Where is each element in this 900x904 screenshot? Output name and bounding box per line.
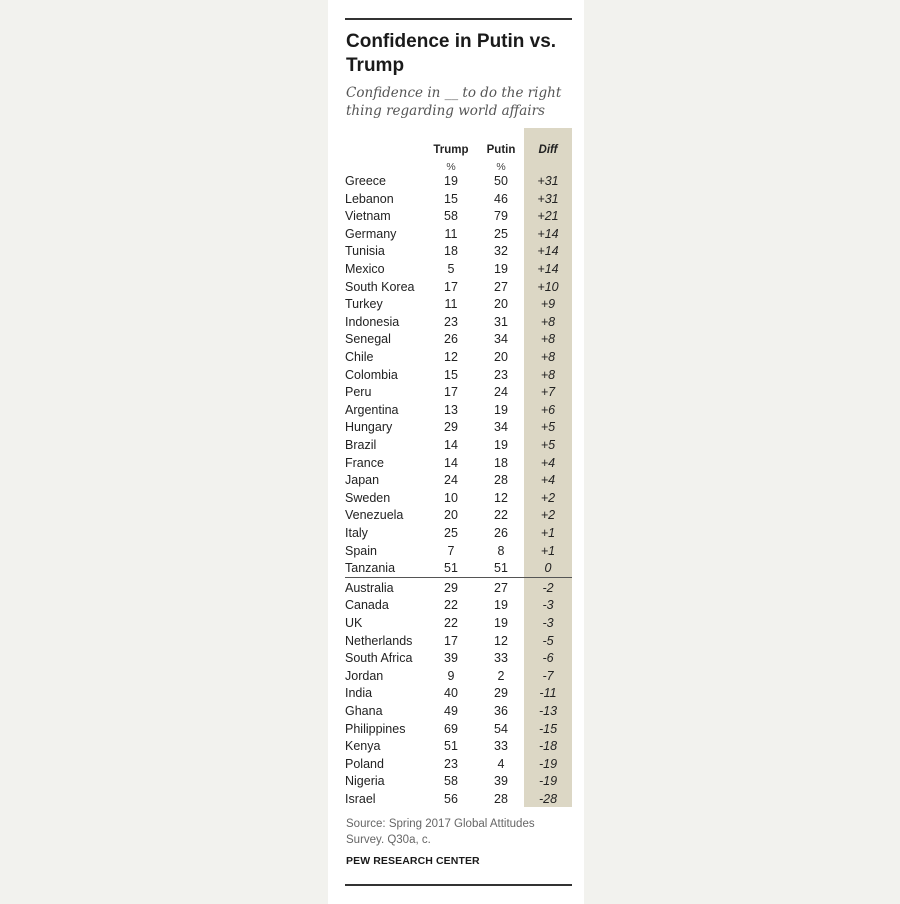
country-cell: Indonesia (345, 314, 400, 329)
country-cell: Mexico (345, 262, 385, 276)
putin-value-cell: 8 (497, 543, 505, 558)
unit-label-trump: % (446, 161, 456, 173)
trump-value-cell: 11 (444, 226, 458, 241)
diff-value-cell: +8 (540, 350, 556, 364)
table-row (345, 525, 572, 542)
diff-value-cell: +1 (540, 526, 556, 540)
table-row (345, 597, 572, 614)
putin-value-cell: 20 (494, 297, 508, 312)
country-cell: Philippines (345, 721, 406, 736)
trump-value-cell: 17 (444, 385, 458, 400)
trump-value-cell: 25 (444, 526, 458, 540)
trump-value-cell: 22 (444, 616, 458, 630)
trump-value-cell: 29 (444, 580, 458, 595)
table-row (345, 455, 572, 472)
trump-value-cell: 40 (444, 686, 458, 701)
putin-value-cell: 50 (494, 174, 508, 188)
source-note: Source: Spring 2017 Global Attitudes Survey. Q30a, c. (346, 818, 535, 846)
putin-value-cell: 4 (497, 756, 505, 771)
country-cell: Jordan (345, 668, 384, 683)
column-header-putin: Putin (486, 144, 516, 156)
table-row (345, 279, 572, 296)
diff-value-cell: +31 (537, 191, 559, 206)
diff-value-cell: -2 (542, 580, 554, 595)
country-cell: Hungary (345, 420, 393, 435)
table-row (345, 208, 572, 225)
putin-value-cell: 19 (494, 598, 508, 613)
table-row (345, 261, 572, 278)
table-row (345, 560, 572, 577)
trump-value-cell: 51 (444, 739, 458, 754)
table-row (345, 384, 572, 401)
trump-value-cell: 20 (444, 508, 458, 523)
table-row (345, 419, 572, 436)
putin-value-cell: 20 (494, 350, 508, 364)
diff-value-cell: -3 (542, 598, 554, 613)
trump-value-cell: 11 (444, 297, 458, 312)
table-row (345, 331, 572, 348)
putin-value-cell: 36 (494, 704, 508, 718)
top-rule (345, 18, 572, 20)
table-row (345, 296, 572, 313)
trump-value-cell: 5 (447, 262, 455, 276)
diff-value-cell: +8 (540, 314, 556, 329)
country-cell: Brazil (345, 438, 377, 452)
country-cell: Argentina (345, 402, 399, 417)
putin-value-cell: 46 (494, 191, 508, 206)
trump-value-cell: 14 (444, 438, 458, 452)
table-row (345, 650, 572, 667)
putin-value-cell: 19 (494, 438, 508, 452)
table-row (345, 507, 572, 524)
country-cell: India (345, 686, 373, 701)
putin-value-cell: 28 (494, 792, 508, 806)
column-header-trump: Trump (433, 144, 469, 156)
country-cell: Netherlands (345, 633, 413, 648)
table-row (345, 490, 572, 507)
country-cell: Poland (345, 756, 384, 771)
diff-value-cell: +14 (537, 226, 559, 241)
country-cell: South Africa (345, 651, 413, 666)
table-row (345, 191, 572, 208)
diff-value-cell: +14 (537, 262, 559, 276)
diff-value-cell: +2 (540, 490, 556, 505)
bottom-rule (345, 884, 572, 886)
table-row (345, 738, 572, 755)
diff-value-cell: +10 (537, 279, 559, 294)
diff-value-cell: -11 (539, 686, 557, 701)
trump-value-cell: 14 (444, 455, 458, 470)
putin-value-cell: 39 (494, 774, 508, 789)
trump-value-cell: 23 (444, 314, 458, 329)
country-cell: Israel (345, 792, 376, 806)
chart-subtitle: Confidence in __ to do the right thing regarding world affairs (346, 85, 562, 119)
chart-title: Confidence in Putin vs. Trump (346, 31, 557, 76)
putin-value-cell: 28 (494, 473, 508, 488)
diff-value-cell: -19 (538, 756, 558, 771)
diff-value-cell: +5 (540, 420, 556, 435)
diff-value-cell: +1 (540, 543, 556, 558)
diff-value-cell: +21 (537, 209, 559, 224)
putin-value-cell: 12 (494, 633, 508, 648)
trump-value-cell: 22 (444, 598, 458, 613)
country-cell: Colombia (345, 367, 398, 382)
diff-value-cell: +9 (540, 297, 556, 312)
table-row (345, 773, 572, 790)
trump-value-cell: 17 (444, 279, 458, 294)
country-cell: Turkey (345, 297, 383, 312)
table-row (345, 580, 572, 597)
table-row (345, 633, 572, 650)
trump-value-cell: 18 (444, 244, 458, 259)
putin-value-cell: 19 (494, 402, 508, 417)
putin-value-cell: 79 (494, 209, 508, 224)
putin-value-cell: 18 (494, 455, 508, 470)
diff-value-cell: +6 (540, 402, 556, 417)
credit-label: PEW RESEARCH CENTER (346, 855, 480, 867)
country-cell: Kenya (345, 739, 381, 754)
trump-value-cell: 56 (444, 792, 458, 806)
putin-value-cell: 22 (494, 508, 508, 523)
putin-value-cell: 26 (494, 526, 508, 540)
diff-value-cell: -13 (538, 704, 558, 718)
trump-value-cell: 10 (444, 490, 458, 505)
country-cell: Italy (345, 526, 368, 540)
trump-value-cell: 19 (444, 174, 458, 188)
trump-value-cell: 13 (444, 402, 458, 417)
country-cell: Ghana (345, 704, 383, 718)
trump-value-cell: 29 (444, 420, 458, 435)
country-cell: Nigeria (345, 774, 385, 789)
diff-value-cell: -15 (538, 721, 558, 736)
trump-value-cell: 24 (444, 473, 458, 488)
table-row (345, 314, 572, 331)
trump-value-cell: 51 (444, 561, 458, 576)
trump-value-cell: 58 (444, 774, 458, 789)
country-cell: South Korea (345, 279, 415, 294)
diff-value-cell: -18 (538, 739, 558, 754)
table-row (345, 243, 572, 260)
positive-negative-divider (345, 577, 572, 578)
table-row (345, 685, 572, 702)
country-cell: Tanzania (345, 561, 396, 576)
country-cell: Peru (345, 385, 372, 400)
country-cell: Canada (345, 598, 389, 613)
table-row (345, 756, 572, 773)
trump-value-cell: 49 (444, 704, 458, 718)
country-cell: Sweden (345, 490, 391, 505)
trump-value-cell: 9 (447, 668, 455, 683)
trump-value-cell: 15 (444, 191, 458, 206)
diff-value-cell: -19 (538, 774, 558, 789)
country-cell: UK (345, 616, 363, 630)
trump-value-cell: 17 (444, 633, 458, 648)
putin-value-cell: 12 (494, 490, 508, 505)
putin-value-cell: 19 (494, 616, 508, 630)
country-cell: Germany (345, 226, 397, 241)
diff-value-cell: +5 (540, 438, 556, 452)
table-row (345, 402, 572, 419)
unit-label-putin: % (496, 161, 506, 173)
putin-value-cell: 54 (494, 721, 508, 736)
trump-value-cell: 12 (444, 350, 458, 364)
diff-value-cell: -6 (542, 651, 554, 666)
putin-value-cell: 27 (494, 580, 508, 595)
trump-value-cell: 26 (444, 332, 458, 347)
table-row (345, 791, 572, 808)
putin-value-cell: 34 (494, 332, 508, 347)
diff-value-cell: +8 (540, 367, 556, 382)
country-cell: Vietnam (345, 209, 391, 224)
putin-value-cell: 25 (494, 226, 508, 241)
diff-value-cell: 0 (544, 561, 552, 576)
table-row (345, 437, 572, 454)
trump-value-cell: 15 (444, 367, 458, 382)
putin-value-cell: 27 (494, 279, 508, 294)
putin-value-cell: 33 (494, 651, 508, 666)
trump-value-cell: 7 (447, 543, 455, 558)
putin-value-cell: 32 (494, 244, 508, 259)
country-cell: Venezuela (345, 508, 404, 523)
putin-value-cell: 29 (494, 686, 508, 701)
putin-value-cell: 51 (494, 561, 508, 576)
country-cell: Lebanon (345, 191, 394, 206)
trump-value-cell: 23 (444, 756, 458, 771)
putin-value-cell: 34 (494, 420, 508, 435)
table-row (345, 721, 572, 738)
diff-value-cell: -3 (542, 616, 554, 630)
diff-value-cell: +2 (540, 508, 556, 523)
country-cell: Chile (345, 350, 374, 364)
putin-value-cell: 2 (497, 668, 505, 683)
country-cell: Spain (345, 543, 377, 558)
putin-value-cell: 19 (494, 262, 508, 276)
putin-value-cell: 23 (494, 367, 508, 382)
diff-value-cell: -7 (542, 668, 554, 683)
table-row (345, 615, 572, 632)
diff-value-cell: -28 (538, 792, 558, 806)
country-cell: Japan (345, 473, 380, 488)
table-row (345, 668, 572, 685)
column-header-diff: Diff (538, 144, 558, 156)
diff-value-cell: +14 (537, 244, 559, 259)
putin-value-cell: 24 (494, 385, 508, 400)
putin-value-cell: 33 (494, 739, 508, 754)
table-row (345, 367, 572, 384)
diff-value-cell: -5 (542, 633, 554, 648)
country-cell: Tunisia (345, 244, 385, 259)
diff-value-cell: +7 (540, 385, 556, 400)
trump-value-cell: 39 (444, 651, 458, 666)
table-row (345, 472, 572, 489)
country-cell: Australia (345, 580, 394, 595)
country-cell: Senegal (345, 332, 391, 347)
putin-value-cell: 31 (494, 314, 508, 329)
country-cell: Greece (345, 174, 386, 188)
table-row (345, 349, 572, 366)
table-row (345, 226, 572, 243)
trump-value-cell: 69 (444, 721, 458, 736)
diff-value-cell: +4 (540, 455, 556, 470)
country-cell: France (345, 455, 384, 470)
trump-value-cell: 58 (444, 209, 458, 224)
diff-value-cell: +4 (540, 473, 556, 488)
table-row (345, 173, 572, 190)
table-row (345, 703, 572, 720)
diff-value-cell: +8 (540, 332, 556, 347)
table-row (345, 543, 572, 560)
diff-value-cell: +31 (537, 174, 559, 188)
